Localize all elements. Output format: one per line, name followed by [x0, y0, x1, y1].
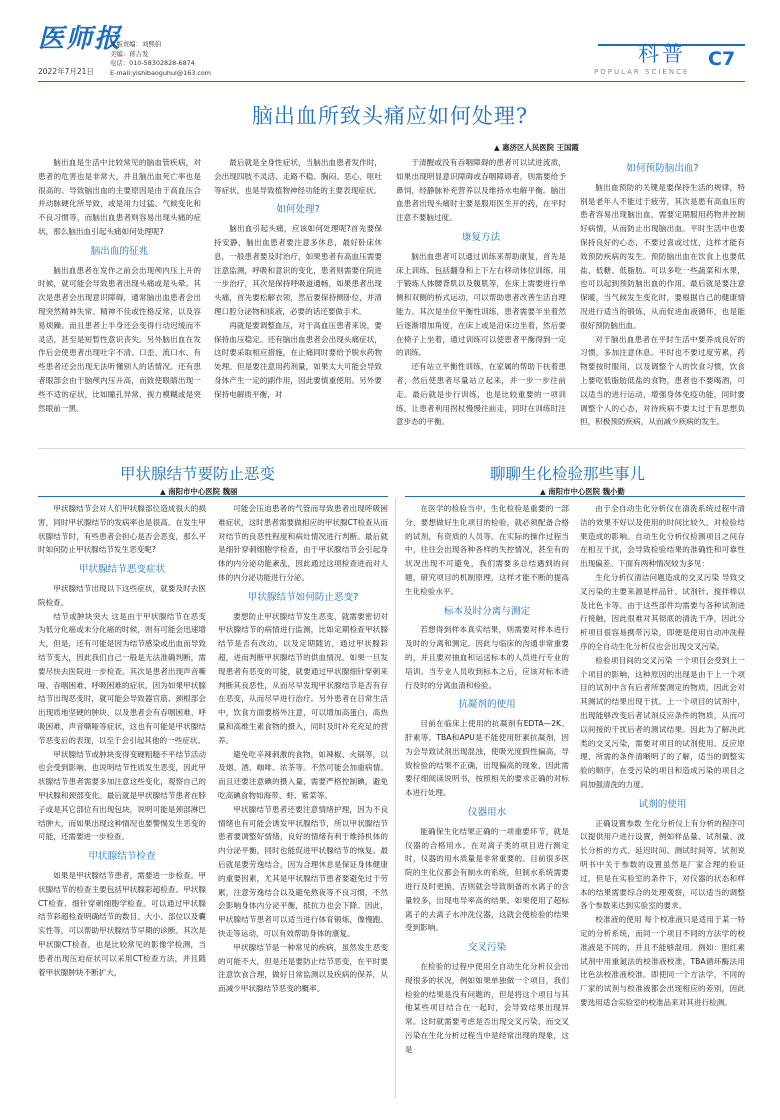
paragraph: 再就是要调整血压，对于高血压患者来说，要保持血压稳定。还有脑出血患者会出现头痛症状，这时要采取相应措施，在止痛同时要给予脱水药物处理。但是要注意用药剂量，如果太大可能会导致身体产生一定的副作用，因此要慎重使用。另外要保持电解质平衡，对: [214, 320, 382, 399]
article3-column-2: [580, 502, 745, 1102]
paragraph: 可能会压迫患者的气管而导致患者出现呼吸困难症状，这时患者需要做相应的甲状腺CT检查从而对结节的良恶性程度和病灶情况进行判断。最后就是细针穿刺细胞学检查，由于甲状腺结节会引起身体的内分泌功能紊乱，因此通过这项检查进而对人体的内分泌功能进行分泌。: [218, 504, 388, 582]
subheading: 康复方法: [461, 231, 501, 243]
article1-column-3: [396, 156, 566, 444]
paragraph: 甲状腺结节患者还要注意情绪护理，因为不良情绪也有可能会诱发甲状腺结节，所以甲状腺结节患者要调整好情绪，良好的情绪有利于维持机体的内分泌平衡，同时也能促进甲状腺结节的恢复。最后就是要劳逸结合，因为合理休息是保证身体健康的重要因素，尤其是甲状腺结节患者要避免过于劳累，注意劳逸结合以及避免熬夜等不良习惯，不然会影响身体内分泌平衡，抵抗力也会下降。因此，甲状腺结节患者可以适当进行体育锻炼，像慢跑、快走等运动，可以有效帮助身体的康复。: [218, 804, 388, 938]
subheading: 仪器用水: [467, 806, 507, 818]
article2-column-1: [38, 502, 206, 1102]
newspaper-logo: 医师报: [38, 24, 123, 54]
article1-byline: ▲ 惠济区人民医院 王国霞: [494, 143, 579, 152]
subheading: 脑出血的征兆: [90, 245, 149, 257]
paragraph: 最后就是全身性症状，当脑出血患者发作时，会出现四肢不灵活、走路不稳、胸闷、恶心、呕吐等症状，也是导致植物神经功能的主要表现症状。: [214, 158, 382, 195]
subheading: 抗凝剂的使用: [458, 699, 516, 711]
article3-title-rule: [405, 496, 745, 497]
article3-byline: ▲ 南阳市中心医院 魏小勤: [540, 487, 625, 496]
paragraph: 对于脑出血患者在平时生活中要养成良好的习惯，多加注意休息。平时也不要过度劳累，药物要按时服用，以及调整个人的饮食习惯，饮食上要吃低脂肪低盐的食物，患者也不要喝酒，可以适当的进行运动，增强身体免疫功能，同时要调整个人的心态，对待疾病不要太过于有思想负担，积极预防疾病，从而减少疾病的发生。: [580, 334, 745, 427]
article2-byline: ▲ 南阳市中心医院 魏丽: [160, 487, 238, 496]
paragraph: 若想得到样本真实结果，则需要对样本进行及时的分离和测定。因此与临床的沟通非常重要的，并且要对抽血和运送标本的人员进行专业的培训。当专业人员收到标本之后，应该对标本进行及时的分离血清和检验。: [405, 625, 569, 690]
article2-title: 甲状腺结节要防止恶变: [120, 465, 276, 483]
article1-column-1: [38, 156, 201, 444]
article2-title-rule: [38, 496, 388, 497]
paragraph: 正确设置参数 生化分析仪上有分析的程序可以提供用户进行设置，例如样品量、试剂量、波长分析的方式、延迟时间、测试时间等。试剂说明书中关于参数的设置虽然是厂家合理的验证过，但是在实验室的条件下，对仪器的状态和样本的结果需要综合的处理观察，可以适当的调整各个参数来达到实验室的要求。: [580, 818, 745, 911]
paragraph: 在医学的检验当中，生化检验是重要的一部分，要想做好生化项目的检验，就必须配备合格的试剂，有资质的人员等。在实际的操作过程当中，往往会出现各种各样的失控情况，甚至有的状况出现不可避免，我们需要多总结遇到的问题，研究项目的机制原理，这样才能不断的提高生化检验水平。: [405, 504, 569, 596]
article3-column-1: [405, 502, 569, 1102]
editor-line: 美编：蒋吉发: [110, 49, 149, 58]
paragraph: 结节或肿块突大 这是由于甲状腺结节在恶变为低分化癌或未分化癌的时候，则有可能会迅速增大，但是，还有可能是因为结节感染或出血而导致结节变大，因此我们自己一般是无法准确判断，需要尽快去医院进一步检查。其次是患者出现声音嘶哑、吞咽困难、呼吸困难的症状，因为如果甲状腺结节出现恶变时，就可能会导致器官筋、颈根部会出现质地坚硬的肿块，以及患者会有吞咽困难、呼吸困难、声音嘶哑等症状，这也有可能是甲状腺结节恶变后的表现，以至于会引起其他的一些症状。: [38, 611, 206, 745]
subheading: 标本及时分离与测定: [443, 605, 531, 617]
paragraph: 在检验的过程中使用全自动生化分析仪会出现很多的状况，例如如果单独做一个项目，我们检验的结果是没有问题的，但是将这个项目与其他某些项目结合在一起时，会导致结果出现异常。这时就需要考虑是否出现交叉污染，而交叉污染在生化分析过程当中是经常出现的现象，这是: [405, 961, 569, 1054]
section-name: 科普: [638, 42, 686, 66]
paragraph: 甲状腺结节是一种常见的疾病，虽然发生恶变的可能不大，但是还是要防止结节恶变，在平时要注意饮食合理，做好日常监测以及疾病的保养，从而减少甲状腺结节恶变的概率。: [218, 942, 388, 994]
masthead: [0, 0, 780, 82]
paragraph: 脑出血患者可以通过训练来帮助康复，首先是床上训练，包括翻身和上下左右移动体位训练。用于锻炼人体腰背肌以及腹肌等，在床上需要进行单侧和双侧的桥式运动，可以帮助患者改善生活自理能力。其次是坐位平衡性训练，患者需要半坐着然后逐渐增加角度，在床上或是沿床边坐着，然后要在椅子上坐着，通过训练可以使患者平衡得到一定的训练。: [396, 251, 566, 358]
masthead-rule: [38, 81, 745, 82]
article1-column-4: [580, 156, 745, 444]
subheading: 试剂的使用: [638, 798, 687, 810]
editor-line: 本版责编：刘熙伯: [110, 40, 162, 48]
article2-column-2: [218, 502, 388, 1102]
paragraph: 校准液的使用 每个校准液只是适用于某一特定的分析系统，而同一个项目不同的方法学的校准液是不同的，并且不能够混用。例如：胆红素试剂中用重氮法的校准液校准，TBA循环酶法用比色法校准液校准。即使同一个方法学，不同的厂家的试剂与校准液都会出现相应的差别，因此要选用适合实验室的校准品来对其进行检测。: [580, 915, 745, 1007]
paragraph: 于清醒或没有吞咽障碍的患者可以试进流质，如果出现明显意识障碍或吞咽障碍者，则需要给予鼻饲，经静脉补充营养以及维持水电解平衡。脑出血患者出现头痛时主要是服用医生开的药，在平时注意不要脑过度。: [396, 158, 566, 223]
paragraph: 甲状腺结节出现以下这些症状，就要及时去医院检查。: [38, 583, 206, 607]
paragraph: 能确保生化结果正确的一项重要环节，就是仪器的合格用水。在对离子类的项目进行测定时，仪器的用水质量是非常重要的。目前很多医院的生化仪都会有制水的系统，但制水系统需要进行及时更换，否则就会导致制备的水离子的含量较多，出现电导率高的结果。如果使用了超标离子的去离子水冲洗仪器，这就会使检验的结果受到影响。: [405, 826, 569, 933]
subheading: 如何预防脑出血?: [626, 163, 699, 174]
subheading: 甲状腺结节恶变症状: [78, 564, 166, 576]
paragraph: 避免吃辛辣刺激的食物，如辣椒、火锅等，以及烟、酒、咖啡、浓茶等。不然可能会加重病情。而且还要注意碘的摄入量，需要严格控制碘，避免吃高碘食物如海带、虾、紫菜等。: [218, 749, 388, 800]
subheading: 如何处理?: [276, 204, 320, 216]
page-number: C7: [708, 48, 736, 70]
subheading: 甲状腺结节检查: [88, 851, 156, 863]
paragraph: 脑出血引起头痛，应该如何处理呢?首先要保持安静，脑出血患者要注意多休息，最好卧床休息，一般患者要及时治疗，如果患者有高血压需要注意监测，呼吸和意识的变化，患者则需要住院进一步治疗，其次是保持呼吸道通畅，如果患者出现头痛，首先要松解衣领，然后要保持侧卧位，并清理口腔分泌物和痰液，必要的话还要做手术。: [214, 224, 382, 316]
section-name-english: POPULAR SCIENCE: [594, 68, 690, 76]
article3-title: 聊聊生化检验那些事儿: [490, 465, 646, 483]
article-divider: [38, 448, 745, 449]
paragraph: 脑出血预防的关键是要保持生活的规律，特别是老年人不能过于疲劳，其次是患有高血压的患者容易出现脑出血，需要定期服用药物并控制好病情，从而防止出现脑出血。平时生活中也要保持良好的心态，不要过喜或过忧，这样才能有效预防疾病的发生。预防脑出血在饮食上也要低盐、低糖、低脂肪。可以多吃一些蔬菜和水果，也可以起到预防脑出血的作用。最后就是要注意保暖，当气候发生变化时，要根据自己的健康情况进行适当的锻炼，从而促进血液循环，也是能很好预防脑出血。: [580, 182, 745, 330]
paragraph: 脑出血是生活中比较常见的脑血管疾病，对患者的危害也是非常大，并且脑出血死亡率也是很高的。导致脑出血的主要原因是由于高血压合并动脉硬化所导致，或是用力过猛、气候变化和不良习惯等，而脑出血患者则容易出现头痛的症状，那么脑出血引起头痛如何处理呢?: [38, 158, 201, 236]
paragraph: 甲状腺结节或肿块变得变硬粗糙不平结节活动也会受到影响，也说明结节性质发生恶变，因此甲状腺结节患者需要多加注意这些变化，观察自己的甲状腺和颈部变化。最后就是甲状腺结节患者在脖子或是其它部位有出现包块，说明可能是颈部淋巴结肿大，而如果出现这种情况也要警惕发生恶变的可能，还需要进一步检查。: [38, 749, 206, 842]
paragraph: 生化分析仪清洁问题造成的交叉污染 导致交叉污染的主要来源是样品针、试剂针、搅拌棒以及比色卡等。由于这些部件均需要与各种试剂进行接触，因此很难对其彻底的清洗干净，因此分析项目很容易携带污染，即便是使用自动冲洗程序的全自动生化分析仪也会出现交叉污染。: [580, 572, 745, 651]
paragraph: 由于全自动生化分析仪在清洗系统过程中清洁的效果不好以及使用的时间比较久，对检验结果造成的影响。自动生化分析仪检测项目之间存在相互干扰，会导致检验结果的准确性和可靠性出现偏差。下面有两种情况较为多见：: [580, 504, 745, 569]
paragraph: 检验项目间的交叉污染 一个项目会受到上一个项目的影响，这种原因的出现是由于上一个项目的试剂中含有后者所要测定的物质，因此会对其测试的结果出现干扰。上一个项目的试剂中，出现能够改变后者试剂反应条件的物质，从而可以间接的干扰后者的测试结果。因此为了解决此类的交叉污染，需要对项目的试剂使用、反应原理、所需的条件清晰明了的了解，适当的调整实验的顺序，在受污染的项目和造成污染的项目之间加强清洗的力度。: [580, 655, 745, 789]
editor-line: E-mail:yishibaoguhui@163.com: [110, 68, 212, 77]
paragraph: 脑出血患者在发作之前会出现颅内压上升的时候，就可能会导致患者出现头痛或是头晕。其次是患者会出现意识障碍，通常脑出血患者会出现突然精神失常、精神不佳或性格反常，以及容易烦躁。而且患者上半身还会变得行动迟缓而不灵活，甚至是短暂性意识丧失。另外脑出血在发作后会使患者出现吐字不清、口歪、流口水、有些患者还会出现无法听懂别人的话情况。还有患者眼部会由于脑颅内压升高，而致使眼睛出现一些不适的症状，比如瞳孔异常、视力模糊或是突然眼前一黑。: [38, 265, 201, 413]
article1-column-2: [214, 156, 382, 444]
article1-title: 脑出血所致头痛应如何处理?: [251, 104, 529, 128]
subheading: 甲状腺结节如何防止恶变?: [247, 591, 359, 603]
subheading: 交叉污染: [467, 942, 507, 954]
paragraph: 目前在临床上使用的抗凝剂有EDTA—2K、肝素等。TBA和APU是不能使用肝素抗凝剂，因为会导致试剂出现混浊，使吸光度假性偏高，导致检验的结果不正确，出现偏高的现象，因此需要仔细阅读说明书，按照相关的要求正确的对标本进行处理。: [405, 719, 569, 798]
editor-line: 电话：010-58302828-6874: [110, 59, 195, 67]
paragraph: 如果是甲状腺结节患者，需要进一步检查。甲状腺结节的检查主要包括甲状腺彩超检查、甲状腺CT检查、细针穿刺细胞学检查。可以通过甲状腺结节彩超检查明确结节的数目、大小、部位以及囊实性等，可以帮助甲状腺结节早期的诊断。其次是甲状腺CT检查，也是比较常见的影像学检测，当患者出现压迫症状可以采用CT检查方法，并且随着甲状腺肿块不断扩大，: [38, 870, 206, 977]
column-divider: [395, 498, 396, 1098]
paragraph: 甲状腺结节会对人们甲状腺部位造成很大的损害，同时甲状腺结节的发病率也是很高。在发生甲状腺结节时，有些患者会担心是否会恶变，那么平时如何防止甲状腺结节发生恶变呢?: [38, 504, 206, 555]
editor-info: [110, 40, 211, 78]
paragraph: 要想防止甲状腺结节发生恶变，就需要密切对甲状腺结节的病情进行监测，比如定期检查甲状腺结节是否有改动，以及定期随访，通过甲状腺彩超，进而判断甲状腺结节的供血情况。如果一旦发现患者有恶变的可能，就要通过甲状腺细针穿刺来判断其良恶性，从而尽早发现甲状腺结节是否有存在恶变，从而尽早进行治疗。另外患者在日常生活中，饮食方面要格外注意，可以增加高蛋白、高热量和高维生素食物的摄入，同时及时补充充足的营养。: [218, 611, 388, 745]
paragraph: 还有站立平衡性训练，在家属的帮助下扶着患者，然后使患者尽量站立起来，并一步一步往前走。最后就是步行训练，也是比较重要的一项训练，让患者利用拐杖慢慢往前走，同时在训练时注意步态的平衡。: [396, 362, 566, 427]
publication-date: 2022年7月21日: [38, 67, 94, 76]
